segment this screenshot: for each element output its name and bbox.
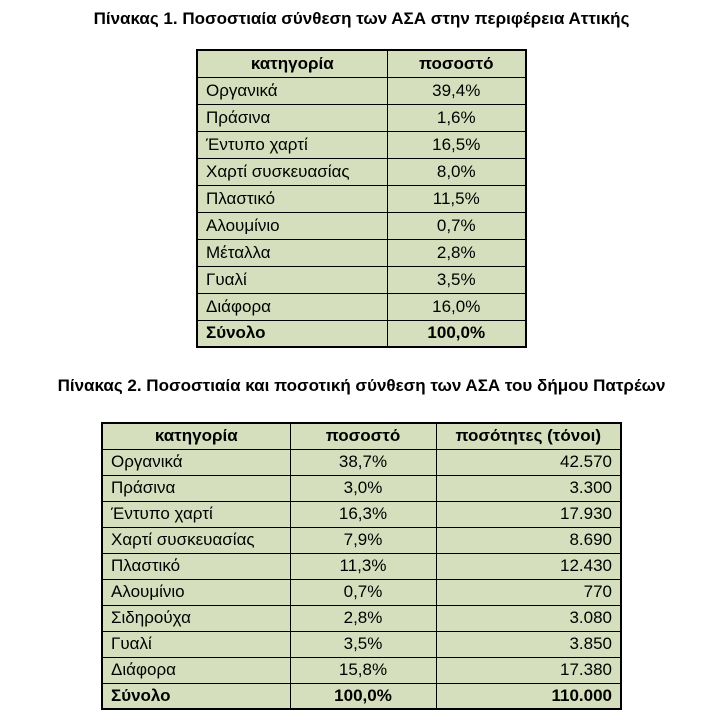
table-cell: Πλαστικό (197, 185, 387, 212)
table-cell: 42.570 (436, 449, 621, 475)
table-cell: 770 (436, 579, 621, 605)
table-cell: Σύνολο (102, 683, 290, 709)
table-cell: Διάφορα (102, 657, 290, 683)
table-row (102, 527, 621, 553)
table2 (101, 422, 622, 710)
table-cell: Αλουμίνιο (197, 212, 387, 239)
table-cell: Διάφορα (197, 293, 387, 320)
table2-header-quantity: ποσότητες (τόνοι) (436, 423, 621, 449)
table-cell: 7,9% (290, 527, 436, 553)
table-cell: Σύνολο (197, 320, 387, 347)
table2-header-category: κατηγορία (102, 423, 290, 449)
table-cell: Πράσινα (197, 104, 387, 131)
table-row (197, 77, 526, 104)
table-cell: 16,3% (290, 501, 436, 527)
table-row (102, 631, 621, 657)
table-cell: 17.380 (436, 657, 621, 683)
table-row (197, 293, 526, 320)
table-row (102, 475, 621, 501)
table-cell: Μέταλλα (197, 239, 387, 266)
table-row (197, 158, 526, 185)
table2-body (102, 449, 621, 709)
table-cell: 100,0% (387, 320, 526, 347)
table-row (102, 449, 621, 475)
table-cell: Οργανικά (102, 449, 290, 475)
table-cell: 15,8% (290, 657, 436, 683)
table-cell: 3,5% (387, 266, 526, 293)
table-cell: 0,7% (387, 212, 526, 239)
table2-title: Πίνακας 2. Ποσοστιαία και ποσοτική σύνθεση των ΑΣΑ του δήμου Πατρέων (57, 376, 666, 395)
table-cell: 2,8% (387, 239, 526, 266)
table-total-row (197, 320, 526, 347)
table1-body (197, 77, 526, 347)
table-cell: 2,8% (290, 605, 436, 631)
table-row (102, 579, 621, 605)
table-cell: 1,6% (387, 104, 526, 131)
table-cell: 8.690 (436, 527, 621, 553)
table-cell: Έντυπο χαρτί (197, 131, 387, 158)
table1-title: Πίνακας 1. Ποσοστιαία σύνθεση των ΑΣΑ στην περιφέρεια Αττικής (93, 9, 630, 28)
table1-header-row (197, 50, 526, 77)
table-cell: 12.430 (436, 553, 621, 579)
table-cell: Πράσινα (102, 475, 290, 501)
table-cell: 17.930 (436, 501, 621, 527)
table-cell: 110.000 (436, 683, 621, 709)
table-cell: 3,0% (290, 475, 436, 501)
table-cell: 16,0% (387, 293, 526, 320)
table-cell: 11,5% (387, 185, 526, 212)
table-cell: Γυαλί (102, 631, 290, 657)
table-cell: Σιδηρούχα (102, 605, 290, 631)
table-row (102, 605, 621, 631)
table-cell: Πλαστικό (102, 553, 290, 579)
table-cell: Αλουμίνιο (102, 579, 290, 605)
table-cell: 3.850 (436, 631, 621, 657)
table-cell: 3.080 (436, 605, 621, 631)
table-row (102, 553, 621, 579)
table-row (197, 239, 526, 266)
table-cell: 39,4% (387, 77, 526, 104)
table-row (197, 131, 526, 158)
table-cell: Χαρτί συσκευασίας (197, 158, 387, 185)
table2-header-row (102, 423, 621, 449)
table-total-row (102, 683, 621, 709)
table-cell: 8,0% (387, 158, 526, 185)
table-cell: 3.300 (436, 475, 621, 501)
table-row (197, 185, 526, 212)
table1-header-category: κατηγορία (197, 50, 387, 77)
table-row (197, 104, 526, 131)
table2-header-percent: ποσοστό (290, 423, 436, 449)
table-row (102, 501, 621, 527)
table-cell: Οργανικά (197, 77, 387, 104)
table-cell: 0,7% (290, 579, 436, 605)
table-row (197, 266, 526, 293)
table1 (196, 49, 527, 348)
table-cell: Χαρτί συσκευασίας (102, 527, 290, 553)
table-cell: 3,5% (290, 631, 436, 657)
table-cell: Γυαλί (197, 266, 387, 293)
table-cell: 16,5% (387, 131, 526, 158)
table-row (102, 657, 621, 683)
table-cell: 11,3% (290, 553, 436, 579)
table-row (197, 212, 526, 239)
table-cell: 38,7% (290, 449, 436, 475)
table-cell: 100,0% (290, 683, 436, 709)
table-cell: Έντυπο χαρτί (102, 501, 290, 527)
table1-header-percent: ποσοστό (387, 50, 526, 77)
